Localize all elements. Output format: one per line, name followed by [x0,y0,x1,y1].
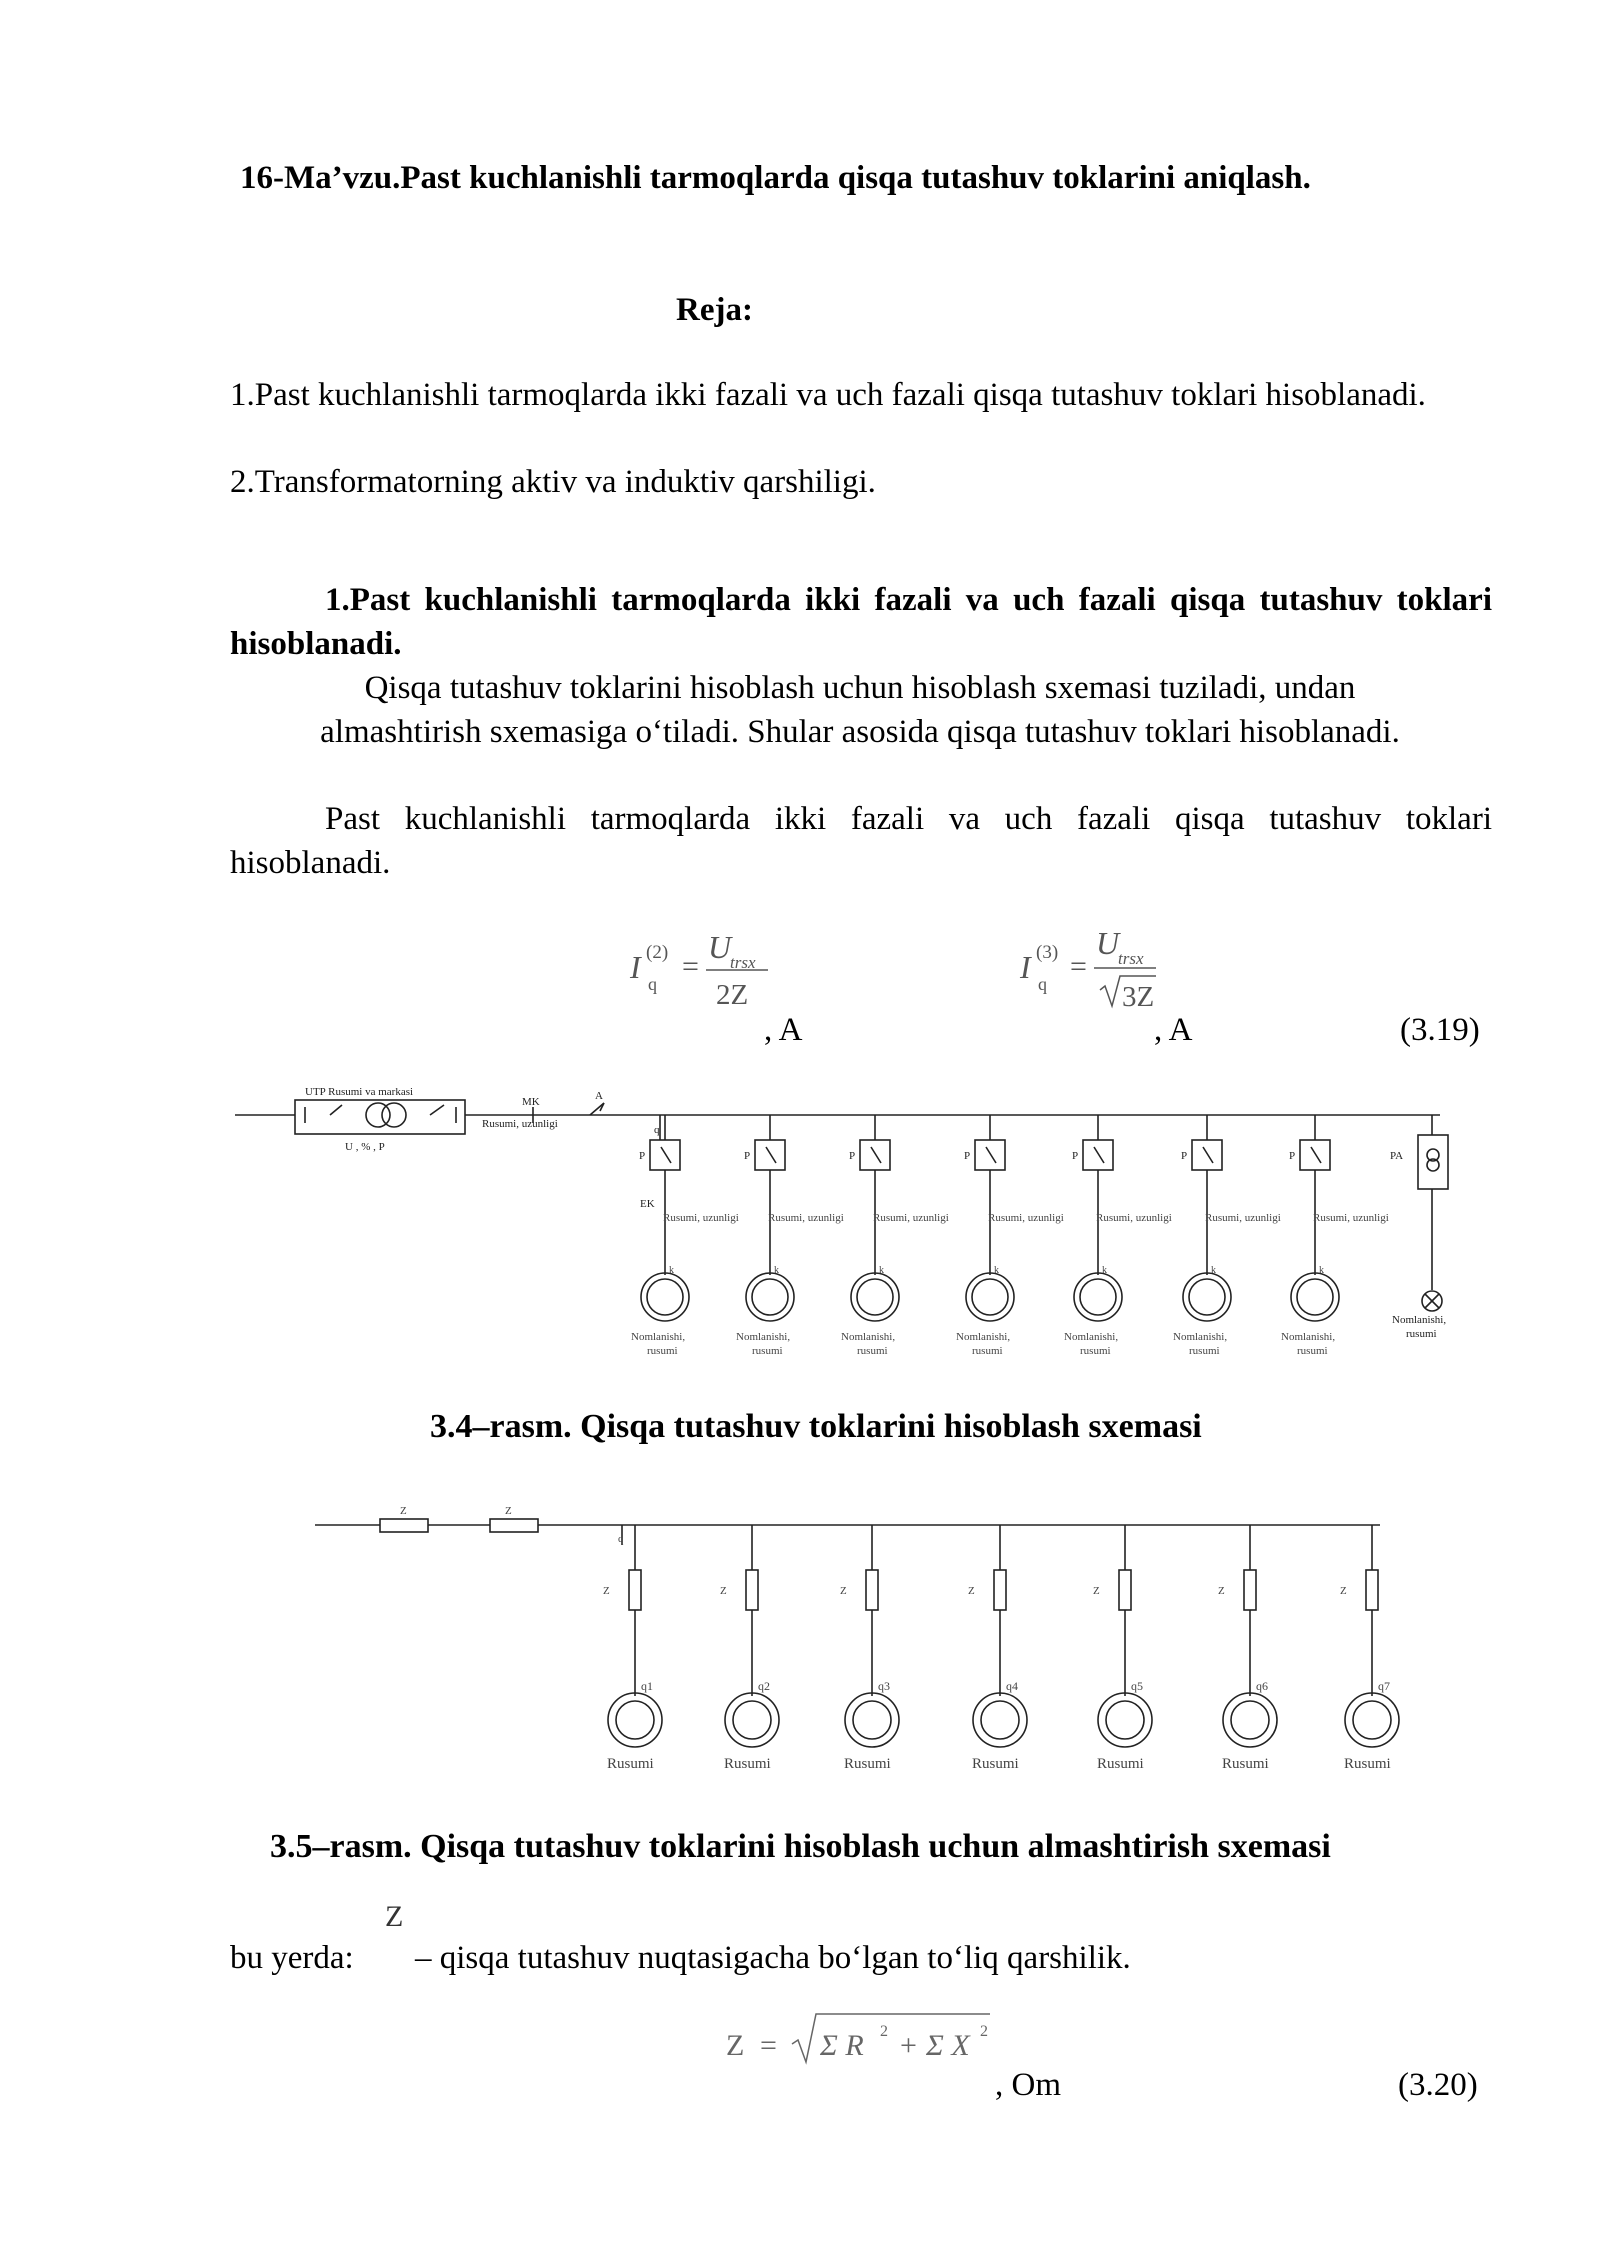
cable-label: Rusumi, uzunligi [873,1212,949,1224]
formula-left-eq: = [682,950,699,983]
mk-label: MK [522,1096,540,1108]
fig35-branch [725,1525,779,1747]
q-point-label: q1 [641,1679,653,1693]
pa-label: PA [1390,1150,1404,1162]
cable-label: Rusumi, uzunligi [768,1212,844,1224]
load-label-2: rusumi [647,1345,678,1357]
fig35-branch [973,1525,1027,1747]
formula-320-plus: + [900,2029,917,2062]
formula-left-i: I [630,949,641,985]
fig35-branch [1345,1525,1399,1747]
where-prefix: bu yerda: [230,1940,354,1976]
q-point-label: q4 [1006,1679,1018,1693]
plan-item-2: 2.Transformatorning aktiv va induktiv qarshiligi. [230,464,876,500]
k-label: k [1102,1265,1107,1276]
p-label: P [1181,1150,1188,1162]
fig35-branch [608,1525,662,1747]
figure-3-4-schematic [230,1075,1490,1375]
rusumi-label: Rusumi [1344,1756,1391,1772]
figure-3-4-caption: 3.4–rasm. Qisqa tutashuv toklarini hisoblash sxemasi [430,1408,1202,1445]
p-label: P [1072,1150,1079,1162]
formula-3-19 [600,910,1500,1060]
formula-right-unit: , A [1154,1012,1193,1048]
cable-label: Rusumi, uzunligi [1205,1212,1281,1224]
plan-heading: Reja: [676,292,753,328]
k-label: k [669,1265,674,1276]
formula-320-unit: , Om [995,2067,1061,2103]
q-point-label: q5 [1131,1679,1143,1693]
z2-label: Z [505,1505,512,1517]
rusumi-label: Rusumi [844,1756,891,1772]
load-label-2: rusumi [1297,1345,1328,1357]
load-label-1: Nomlanishi, [841,1331,896,1343]
formula-320-term1: Σ R [820,2029,864,2062]
rusumi-label: Rusumi [1222,1756,1269,1772]
pa-load-label-1: Nomlanishi, [1392,1314,1447,1326]
q-point-label: q2 [758,1679,770,1693]
k-label: k [879,1265,884,1276]
load-label-2: rusumi [857,1345,888,1357]
load-label-1: Nomlanishi, [1281,1331,1336,1343]
cable-label: Rusumi, uzunligi [1096,1212,1172,1224]
load-label-1: Nomlanishi, [1064,1331,1119,1343]
rusumi-label: Rusumi [1097,1756,1144,1772]
formula-left-unit: , A [764,1012,803,1048]
formula-right-num: U [1096,925,1120,961]
zek-label: Z [603,1585,610,1597]
p-label: P [964,1150,971,1162]
zek-label: Z [1218,1585,1225,1597]
load-label-2: rusumi [1189,1345,1220,1357]
formula-left-num: U [708,929,732,965]
k-label: k [774,1265,779,1276]
formula-320-term2: Σ X [926,2029,970,2062]
formula-320-lhs: Z [726,2029,745,2062]
zek-label: Z [720,1585,727,1597]
formula-320-exp2: 2 [980,2023,988,2040]
section-heading: 1.Past kuchlanishli tarmoqlarda ikki fazali va uch fazali qisqa tutashuv toklari hisoblanadi. [230,582,1492,662]
rusumi-label: Rusumi [972,1756,1019,1772]
rusumi-label: Rusumi [724,1756,771,1772]
a-label: A [595,1090,603,1102]
z1-label: Z [400,1505,407,1517]
formula-right-sub: q [1038,974,1047,994]
zek-label: Z [1340,1585,1347,1597]
q-point-label: q7 [1378,1679,1390,1693]
formula-left-den: 2Z [716,979,749,1011]
fig35-branch [1223,1525,1277,1747]
formula-right-sup: (3) [1036,942,1059,963]
load-label-1: Nomlanishi, [736,1331,791,1343]
pa-load-label-2: rusumi [1406,1328,1437,1340]
paragraph-1: Qisqa tutashuv toklarini hisoblash uchun hisoblash sxemasi tuziladi, undan almashtirish sxemasiga o‘tiladi. Shular asosida qisqa tutashuv toklari hisoblanadi. [320,670,1400,750]
cable-label: Rusumi, uzunligi [663,1212,739,1224]
p-label: P [639,1150,646,1162]
formula-right-den: 3Z [1122,981,1155,1013]
load-label-1: Nomlanishi, [1173,1331,1228,1343]
k-label: k [994,1265,999,1276]
document-title: 16-Ma’vzu.Past kuchlanishli tarmoqlarda qisqa tutashuv toklarini aniqlash. [240,160,1311,196]
where-text: – qisqa tutashuv nuqtasigacha bo‘lgan to‘liq qarshilik. [415,1940,1131,1976]
p-label: P [849,1150,856,1162]
fig35-branch [1098,1525,1152,1747]
figure-3-5-caption: 3.5–rasm. Qisqa tutashuv toklarini hisoblash uchun almashtirish sxemasi [270,1828,1331,1865]
zek-label: Z [1093,1585,1100,1597]
formula-left-sup: (2) [646,942,669,963]
formula-320-exp1: 2 [880,2023,888,2040]
figure-3-5-schematic [300,1490,1400,1790]
formula-right-eq: = [1070,950,1087,983]
cable-label: Rusumi, uzunligi [1313,1212,1389,1224]
formula-3-20 [700,2000,1500,2110]
load-label-2: rusumi [972,1345,1003,1357]
load-label-2: rusumi [752,1345,783,1357]
q-label-35: q [618,1533,624,1545]
formula-320-number: (3.20) [1398,2067,1478,2103]
q-label: q [654,1124,660,1136]
plan-item-1: 1.Past kuchlanishli tarmoqlarda ikki fazali va uch fazali qisqa tutashuv toklari hisoblanadi. [230,377,1426,413]
zek-label: Z [840,1585,847,1597]
formula-left-num-sub: trsx [730,953,756,972]
zek-label: Z [968,1585,975,1597]
k-label: k [1211,1265,1216,1276]
q-point-label: q3 [878,1679,890,1693]
k-label: k [1319,1265,1324,1276]
formula-320-eq: = [760,2029,777,2062]
where-symbol: Z [385,1900,404,1933]
rusumi-label: Rusumi [607,1756,654,1772]
paragraph-2: Past kuchlanishli tarmoqlarda ikki fazali va uch fazali qisqa tutashuv toklari hisoblanadi. [230,801,1492,881]
transformer-label: U , % , P [345,1141,385,1153]
q-point-label: q6 [1256,1679,1268,1693]
formula-left-sub: q [648,974,657,994]
p-label: P [1289,1150,1296,1162]
load-label-2: rusumi [1080,1345,1111,1357]
formula-right-i: I [1020,949,1031,985]
ek-label: EK [640,1198,655,1210]
fig35-branch [845,1525,899,1747]
cable-label: Rusumi, uzunligi [988,1212,1064,1224]
formula-3-19-number: (3.19) [1400,1012,1480,1048]
utp-label: UTP Rusumi va markasi [305,1086,414,1098]
mk-sub-label: Rusumi, uzunligi [482,1118,558,1130]
formula-right-num-sub: trsx [1118,949,1144,968]
load-label-1: Nomlanishi, [631,1331,686,1343]
p-label: P [744,1150,751,1162]
load-label-1: Nomlanishi, [956,1331,1011,1343]
